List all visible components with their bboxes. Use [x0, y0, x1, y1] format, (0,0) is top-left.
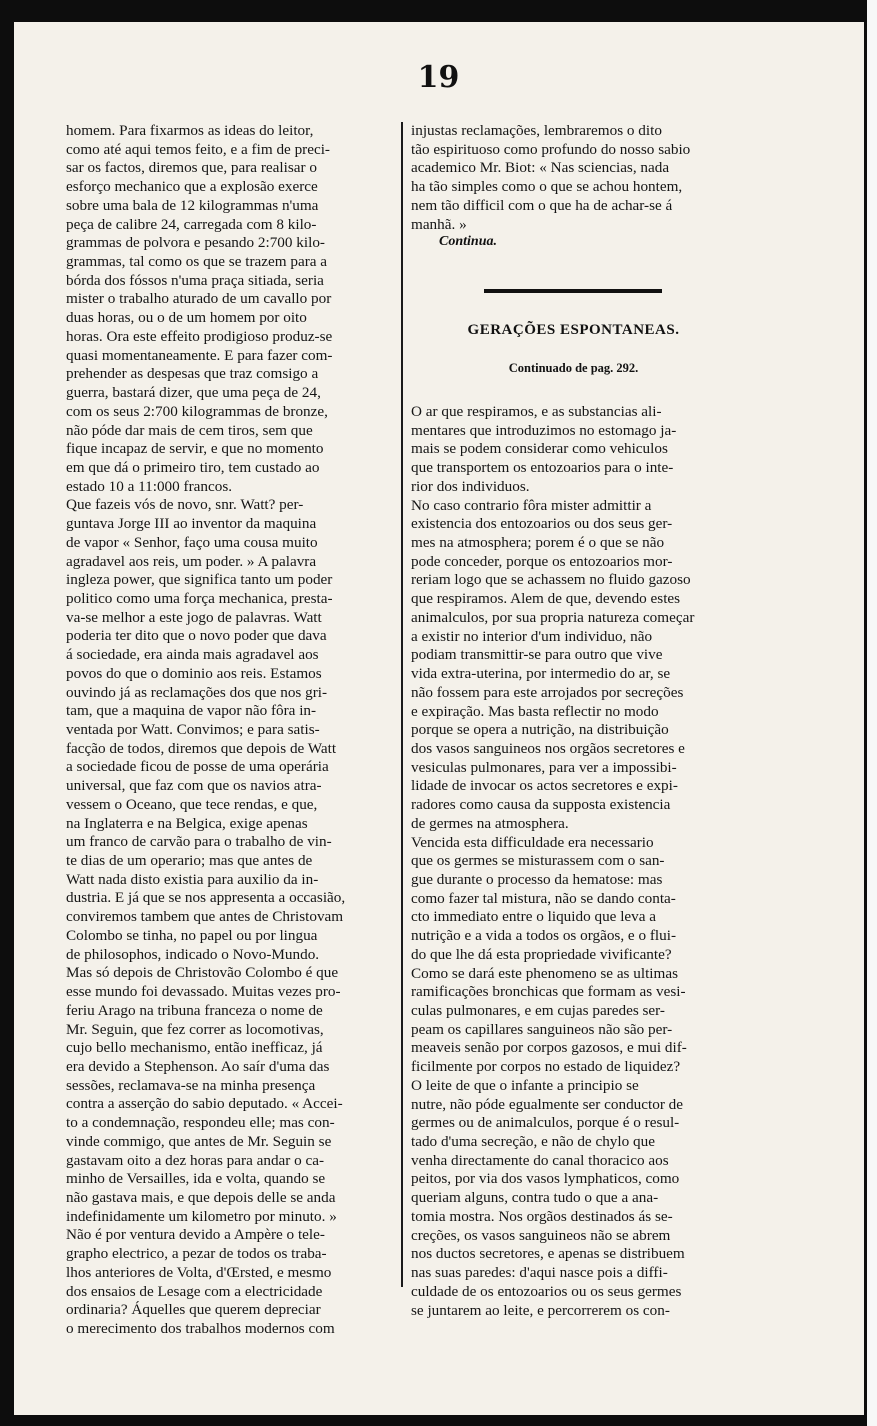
text-line: O ar que respiramos, e as substancias ali-	[411, 403, 662, 420]
page-number: 19	[417, 60, 460, 95]
text-line: agradavel aos reis, um poder. » A palavra	[66, 552, 317, 570]
text-line: venha directamente do canal thoracico aos	[411, 1151, 669, 1169]
text-line: porque se opera a nutrição, na distribuição	[411, 721, 669, 739]
text-line: á sociedade, era ainda mais agradavel aos	[66, 646, 319, 664]
text-line: quasi momentaneamente. E para fazer com-	[66, 346, 333, 364]
article-subheading: Continuado de pag. 292.	[508, 361, 639, 375]
text-line: um franco de carvão para o trabalho de vin-	[66, 833, 332, 851]
text-line: Colombo se tinha, no papel ou por lingua	[66, 926, 318, 944]
text-line: Watt nada disto existia para auxilio da in-	[66, 870, 319, 888]
text-line: lhos anteriores de Volta, d'Œrsted, e mesmo	[66, 1263, 332, 1281]
text-line: Mr. Seguin, que fez correr as locomotivas,	[66, 1020, 324, 1038]
text-line: era devido a Stephenson. Ao saír d'uma das	[66, 1057, 330, 1075]
text-line: que transportem os entozoarios para o inte-	[411, 459, 674, 477]
text-line: meaveis senão por corpos gazosos, e mui dif-	[411, 1039, 687, 1057]
text-line: esforço mechanico que a explosão exerce	[66, 178, 318, 196]
text-line: se juntarem ao leite, e percorrerem os con-	[411, 1301, 670, 1319]
right-column-body	[411, 403, 736, 1320]
text-line: de germes na atmosphera.	[411, 814, 569, 832]
text-line: No caso contrario fôra mister admittir a	[411, 496, 652, 514]
text-line: estado 10 a 11:000 francos.	[66, 477, 233, 495]
scan-edge	[867, 0, 877, 1426]
text-line: mais se podem considerar como vehiculos	[411, 440, 668, 458]
text-line: contra a asserção do sabio deputado. « Accei-	[66, 1095, 343, 1113]
text-line: sobre uma bala de 12 kilogrammas n'uma	[66, 196, 319, 214]
text-line: ingleza power, que significa tanto um poder	[66, 571, 333, 589]
text-line: do que lhe dá esta propriedade vivificante?	[411, 945, 672, 963]
column-rule	[401, 122, 403, 1287]
text-line: vesiculas pulmonares, para ver a impossibi-	[411, 758, 677, 776]
text-line: pode conceder, porque os entozoarios mor-	[411, 552, 673, 570]
text-line: e expiração. Mas basta reflectir no modo	[411, 702, 659, 720]
text-line: mentares que introduzimos no estomago ja-	[411, 421, 677, 439]
text-line: podiam transmittir-se para outro que vive	[411, 646, 663, 664]
text-line: reriam logo que se achassem no fluido gazoso	[411, 571, 691, 589]
text-line: culdade de os entozoarios ou os seus germes	[411, 1282, 682, 1300]
text-line: germes ou de animalculos, porque é o resul-	[411, 1114, 680, 1132]
text-line: creções, os vasos sanguineos não se abrem	[411, 1226, 671, 1244]
text-line: ha tão simples como o que se achou hontem,	[411, 178, 683, 196]
text-line: Mas só depois de Christovão Colombo é que	[66, 964, 339, 982]
text-line: mes na atmosphera; porem é o que se não	[411, 534, 665, 552]
text-line: como fazer tal mistura, não se dando conta-	[411, 889, 676, 907]
text-line: em que dá o primeiro tiro, tem custado ao	[66, 458, 320, 476]
text-line: nutre, não póde egualmente ser conductor de	[411, 1095, 684, 1113]
text-line: horas. Ora este effeito prodigioso produz-se	[66, 327, 333, 345]
text-line: universal, que faz com que os navios atra-	[66, 777, 322, 795]
text-line: de vapor « Senhor, faço uma cousa muito	[66, 533, 318, 551]
text-line: tam, que a maquina de vapor não fôra in-	[66, 702, 317, 720]
text-line: facção de todos, diremos que depois de Watt	[66, 739, 337, 757]
text-line: peam os capillares sanguineos não são per-	[411, 1020, 673, 1038]
text-line: radores como causa da supposta existencia	[411, 796, 671, 814]
text-line: to a condemnação, respondeu elle; mas con-	[66, 1114, 335, 1132]
text-line: academico Mr. Biot: « Nas sciencias, nada	[411, 159, 670, 177]
text-line: como até aqui temos feito, e a fim de preci-	[66, 140, 330, 158]
text-line: que respiramos. Alem de que, devendo estes	[411, 590, 681, 608]
text-line: manhã. »	[411, 215, 467, 233]
text-line: feriu Arago na tribuna franceza o nome de	[66, 1001, 323, 1019]
text-line: guntava Jorge III ao inventor da maquina	[66, 515, 317, 533]
text-line: conviremos tambem que antes de Christovam	[66, 908, 344, 926]
text-line: nem tão difficil com o que ha de achar-se á	[411, 196, 673, 214]
text-line: ordinaria? Áquelles que querem depreciar	[66, 1301, 321, 1319]
text-line: a existir no interior d'um individuo, não	[411, 627, 653, 645]
text-line: queriam alguns, contra tudo o que a ana-	[411, 1189, 659, 1207]
text-line: na Inglaterra e na Belgica, exige apenas	[66, 814, 308, 832]
continua-note: Continua.	[439, 234, 497, 249]
text-line: não gastava mais, e que depois delle se anda	[66, 1188, 336, 1206]
text-line: guerra, bastará dizer, que uma peça de 24,	[66, 384, 321, 402]
section-separator	[484, 289, 662, 293]
text-line: de philosophos, indicado o Novo-Mundo.	[66, 945, 320, 963]
text-line: que os germes se misturassem com o san-	[411, 852, 665, 870]
text-line: dustria. E já que se nos appresenta a occasião,	[66, 889, 346, 907]
text-line: Como se dará este phenomeno se as ultimas	[411, 964, 678, 982]
text-line: politico como uma força mechanica, presta-	[66, 589, 333, 607]
text-line: sar os factos, diremos que, para realisar o	[66, 159, 317, 177]
text-line: vinde commigo, que antes de Mr. Seguin se	[66, 1132, 332, 1150]
text-line: ouvindo já as reclamações dos que nos gri-	[66, 683, 328, 701]
text-line: gue durante o processo da hematose: mas	[411, 870, 663, 888]
text-line: a sociedade ficou de posse de uma operária	[66, 758, 329, 776]
text-line: animalculos, por sua propria natureza começar	[411, 608, 695, 626]
text-line: o merecimento dos trabalhos modernos com	[66, 1320, 335, 1337]
text-line: te dias de um operario; mas que antes de	[66, 852, 313, 870]
text-line: cto immediato entre o liquido que leva a	[411, 908, 657, 926]
text-line: vida extra-uterina, por intermedio do ar, se	[411, 665, 671, 683]
text-line: nas suas paredes: d'aqui nasce pois a diffi-	[411, 1264, 668, 1282]
text-line: prehender as despesas que traz comsigo a	[66, 365, 319, 383]
text-line: Que fazeis vós de novo, snr. Watt? per-	[66, 496, 304, 514]
text-line: injustas reclamações, lembraremos o dito	[411, 122, 662, 139]
article-heading: GERAÇÕES ESPONTANEAS.	[467, 322, 680, 338]
text-line: fique incapaz de servir, e que no momento	[66, 440, 324, 458]
text-line: povos do que o dominio aos reis. Estamos	[66, 664, 322, 682]
text-line: culas pulmonares, e em cujas paredes ser-	[411, 1002, 665, 1019]
text-line: grammas, tal como os que se trazem para a	[66, 253, 328, 271]
text-line: gastavam oito a dez horas para andar o ca-	[66, 1151, 325, 1169]
text-line: esse mundo foi devassado. Muitas vezes pro-	[66, 983, 341, 1001]
text-line: com os seus 2:700 kilogrammas de bronze,	[66, 402, 328, 420]
text-line: poderia ter dito que o novo poder que dava	[66, 627, 327, 645]
text-line: não póde dar mais de cem tiros, sem que	[66, 421, 313, 439]
text-line: tado d'uma secreção, e não de chylo que	[411, 1133, 655, 1151]
text-line: Vencida esta difficuldade era necessario	[411, 833, 654, 851]
text-line: grapho electrico, a pezar de todos os traba-	[66, 1245, 327, 1263]
text-line: peça de calibre 24, carregada com 8 kilo-	[66, 215, 317, 233]
text-line: mister o trabalho aturado de um cavallo por	[66, 290, 332, 308]
text-line: va-se melhor a este jogo de palavras. Watt	[66, 608, 322, 626]
text-line: indefinidamente um kilometro por minuto. »	[66, 1207, 337, 1225]
text-line: cujo bello mechanismo, então inefficaz, já	[66, 1039, 323, 1057]
text-line: tomia mostra. Nos orgãos destinados ás se-	[411, 1207, 673, 1225]
text-line: nutrição e a vida a todos os orgãos, e o flui-	[411, 927, 677, 945]
text-line: Não é por ventura devido a Ampère o tele-	[66, 1226, 325, 1244]
text-line: dos ensaios de Lesage com a electricidade	[66, 1282, 323, 1300]
text-line: sessões, reclamava-se na minha presença	[66, 1076, 316, 1094]
text-line: grammas de polvora e pesando 2:700 kilo-	[66, 234, 325, 252]
text-line: dos vasos sanguineos nos orgãos secretores e	[411, 739, 685, 757]
text-line: bórda dos fóssos n'uma praça sitiada, seria	[66, 271, 324, 289]
text-line: ramificações bronchicas que formam as vesi-	[411, 983, 686, 1001]
text-line: não fossem para este arrojados por secreções	[411, 683, 684, 701]
text-line: rior dos individuos.	[411, 477, 530, 495]
right-column-top	[411, 122, 736, 234]
text-line: duas horas, ou o de um homem por oito	[66, 309, 307, 327]
text-line: existencia dos entozoarios ou dos seus ger-	[411, 515, 673, 533]
text-line: ficilmente por corpos no estado de liquidez?	[411, 1058, 681, 1076]
text-line: lidade de invocar os actos secretores e expi-	[411, 777, 678, 795]
text-line: minho de Versailles, ida e volta, quando se	[66, 1170, 326, 1188]
text-line: O leite de que o infante a principio se	[411, 1076, 639, 1094]
text-line: ventada por Watt. Convimos; e para satis-	[66, 721, 320, 738]
text-line: peitos, por via dos vasos lymphaticos, como	[411, 1170, 680, 1188]
text-line: tão espirituoso como profundo do nosso sabio	[411, 140, 691, 158]
text-line: vessem o Oceano, que tece rendas, e que,	[66, 795, 318, 813]
left-column	[66, 122, 392, 1339]
text-line: homem. Para fixarmos as ideas do leitor,	[66, 122, 314, 139]
text-line: nos ductos secretores, e apenas se distribuem	[411, 1245, 685, 1263]
